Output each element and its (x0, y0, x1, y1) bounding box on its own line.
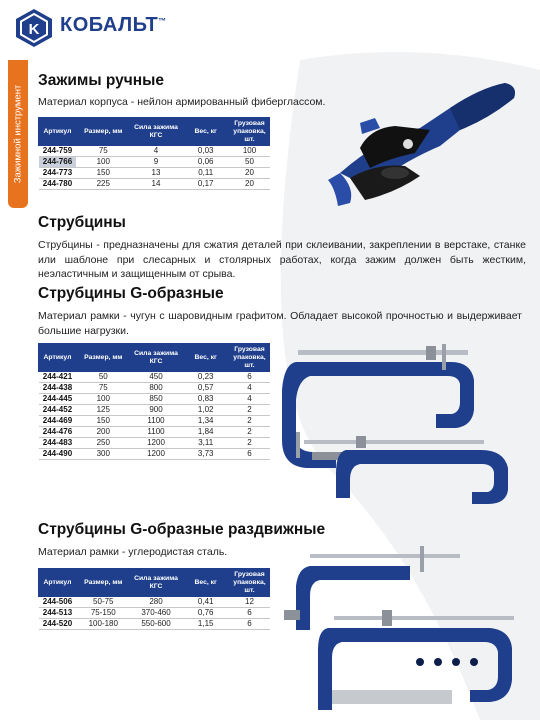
col-header: Артикул (39, 569, 77, 597)
section-title-sliding-g-clamps: Струбцины G-образные раздвижные (38, 521, 326, 538)
table-row: 244-759 75 4 0,03 100 (39, 146, 270, 157)
table-row: 244-513 75-150 370-460 0,76 6 (39, 608, 270, 619)
spec-table-g-clamps (38, 343, 270, 460)
section-desc-sliding-g-clamps: Материал рамки - углеродистая сталь. (38, 546, 228, 558)
col-header: Сила зажима КГС (130, 569, 182, 597)
table-row: 244-476 200 1100 1,84 2 (39, 427, 270, 438)
spec-table-sliding-g-clamps (38, 568, 270, 630)
col-header: Сила зажима КГС (130, 118, 182, 146)
col-header: Грузовая упаковка, шт. (230, 344, 270, 372)
col-header: Вес, кг (182, 344, 230, 372)
col-header: Сила зажима КГС (130, 344, 182, 372)
brand-logo-icon (14, 8, 54, 48)
col-header: Вес, кг (182, 569, 230, 597)
table-row: 244-438 75 800 0,57 4 (39, 383, 270, 394)
table-row: 244-766 100 9 0,06 50 (39, 157, 270, 168)
col-header: Грузовая упаковка, шт. (230, 569, 270, 597)
category-tab: Зажимной инструмент (8, 60, 28, 208)
section-title-clamps: Струбцины (38, 214, 126, 231)
spec-table-hand-clamps (38, 117, 270, 190)
svg-text:K: K (28, 21, 40, 38)
g-clamps-image (276, 340, 530, 510)
table-row: 244-483 250 1200 3,11 2 (39, 438, 270, 449)
col-header: Размер, мм (76, 344, 130, 372)
col-header: Размер, мм (76, 118, 130, 146)
section-desc-g-clamps: Материал рамки - чугун с шаровидным графитом. Обладает высокой прочностью и выдерживает большие нагрузки. (38, 310, 522, 337)
table-row: 244-421 50 450 0,23 6 (39, 372, 270, 383)
col-header: Артикул (39, 344, 77, 372)
col-header: Артикул (39, 118, 77, 146)
table-row: 244-780 225 14 0,17 20 (39, 179, 270, 190)
table-row: 244-452 125 900 1,02 2 (39, 405, 270, 416)
col-header: Грузовая упаковка, шт. (230, 118, 270, 146)
section-desc-clamps: Струбцины - предназначены для сжатия деталей при склеивании, закреплении в верстаке, станке или шаблоне при слесарных и столярных работах, когда зажим должен быть жестким, неэластичным и защищенным от срыва. (38, 239, 526, 280)
col-header: Вес, кг (182, 118, 230, 146)
hand-clamp-image (300, 68, 522, 208)
sliding-g-clamps-image (270, 540, 536, 716)
section-desc-hand-clamps: Материал корпуса - нейлон армированный фиберглассом. (38, 96, 326, 108)
table-row: 244-520 100-180 550-600 1,15 6 (39, 619, 270, 630)
table-row: 244-773 150 13 0,11 20 (39, 168, 270, 179)
table-row: 244-445 100 850 0,83 4 (39, 394, 270, 405)
table-row: 244-506 50-75 280 0,41 12 (39, 597, 270, 608)
section-title-hand-clamps: Зажимы ручные (38, 72, 164, 89)
col-header: Размер, мм (76, 569, 130, 597)
table-row: 244-490 300 1200 3,73 6 (39, 449, 270, 460)
table-row: 244-469 150 1100 1,34 2 (39, 416, 270, 427)
brand-name: КОБАЛЬТ™ (60, 14, 167, 36)
section-title-g-clamps: Струбцины G-образные (38, 285, 224, 302)
